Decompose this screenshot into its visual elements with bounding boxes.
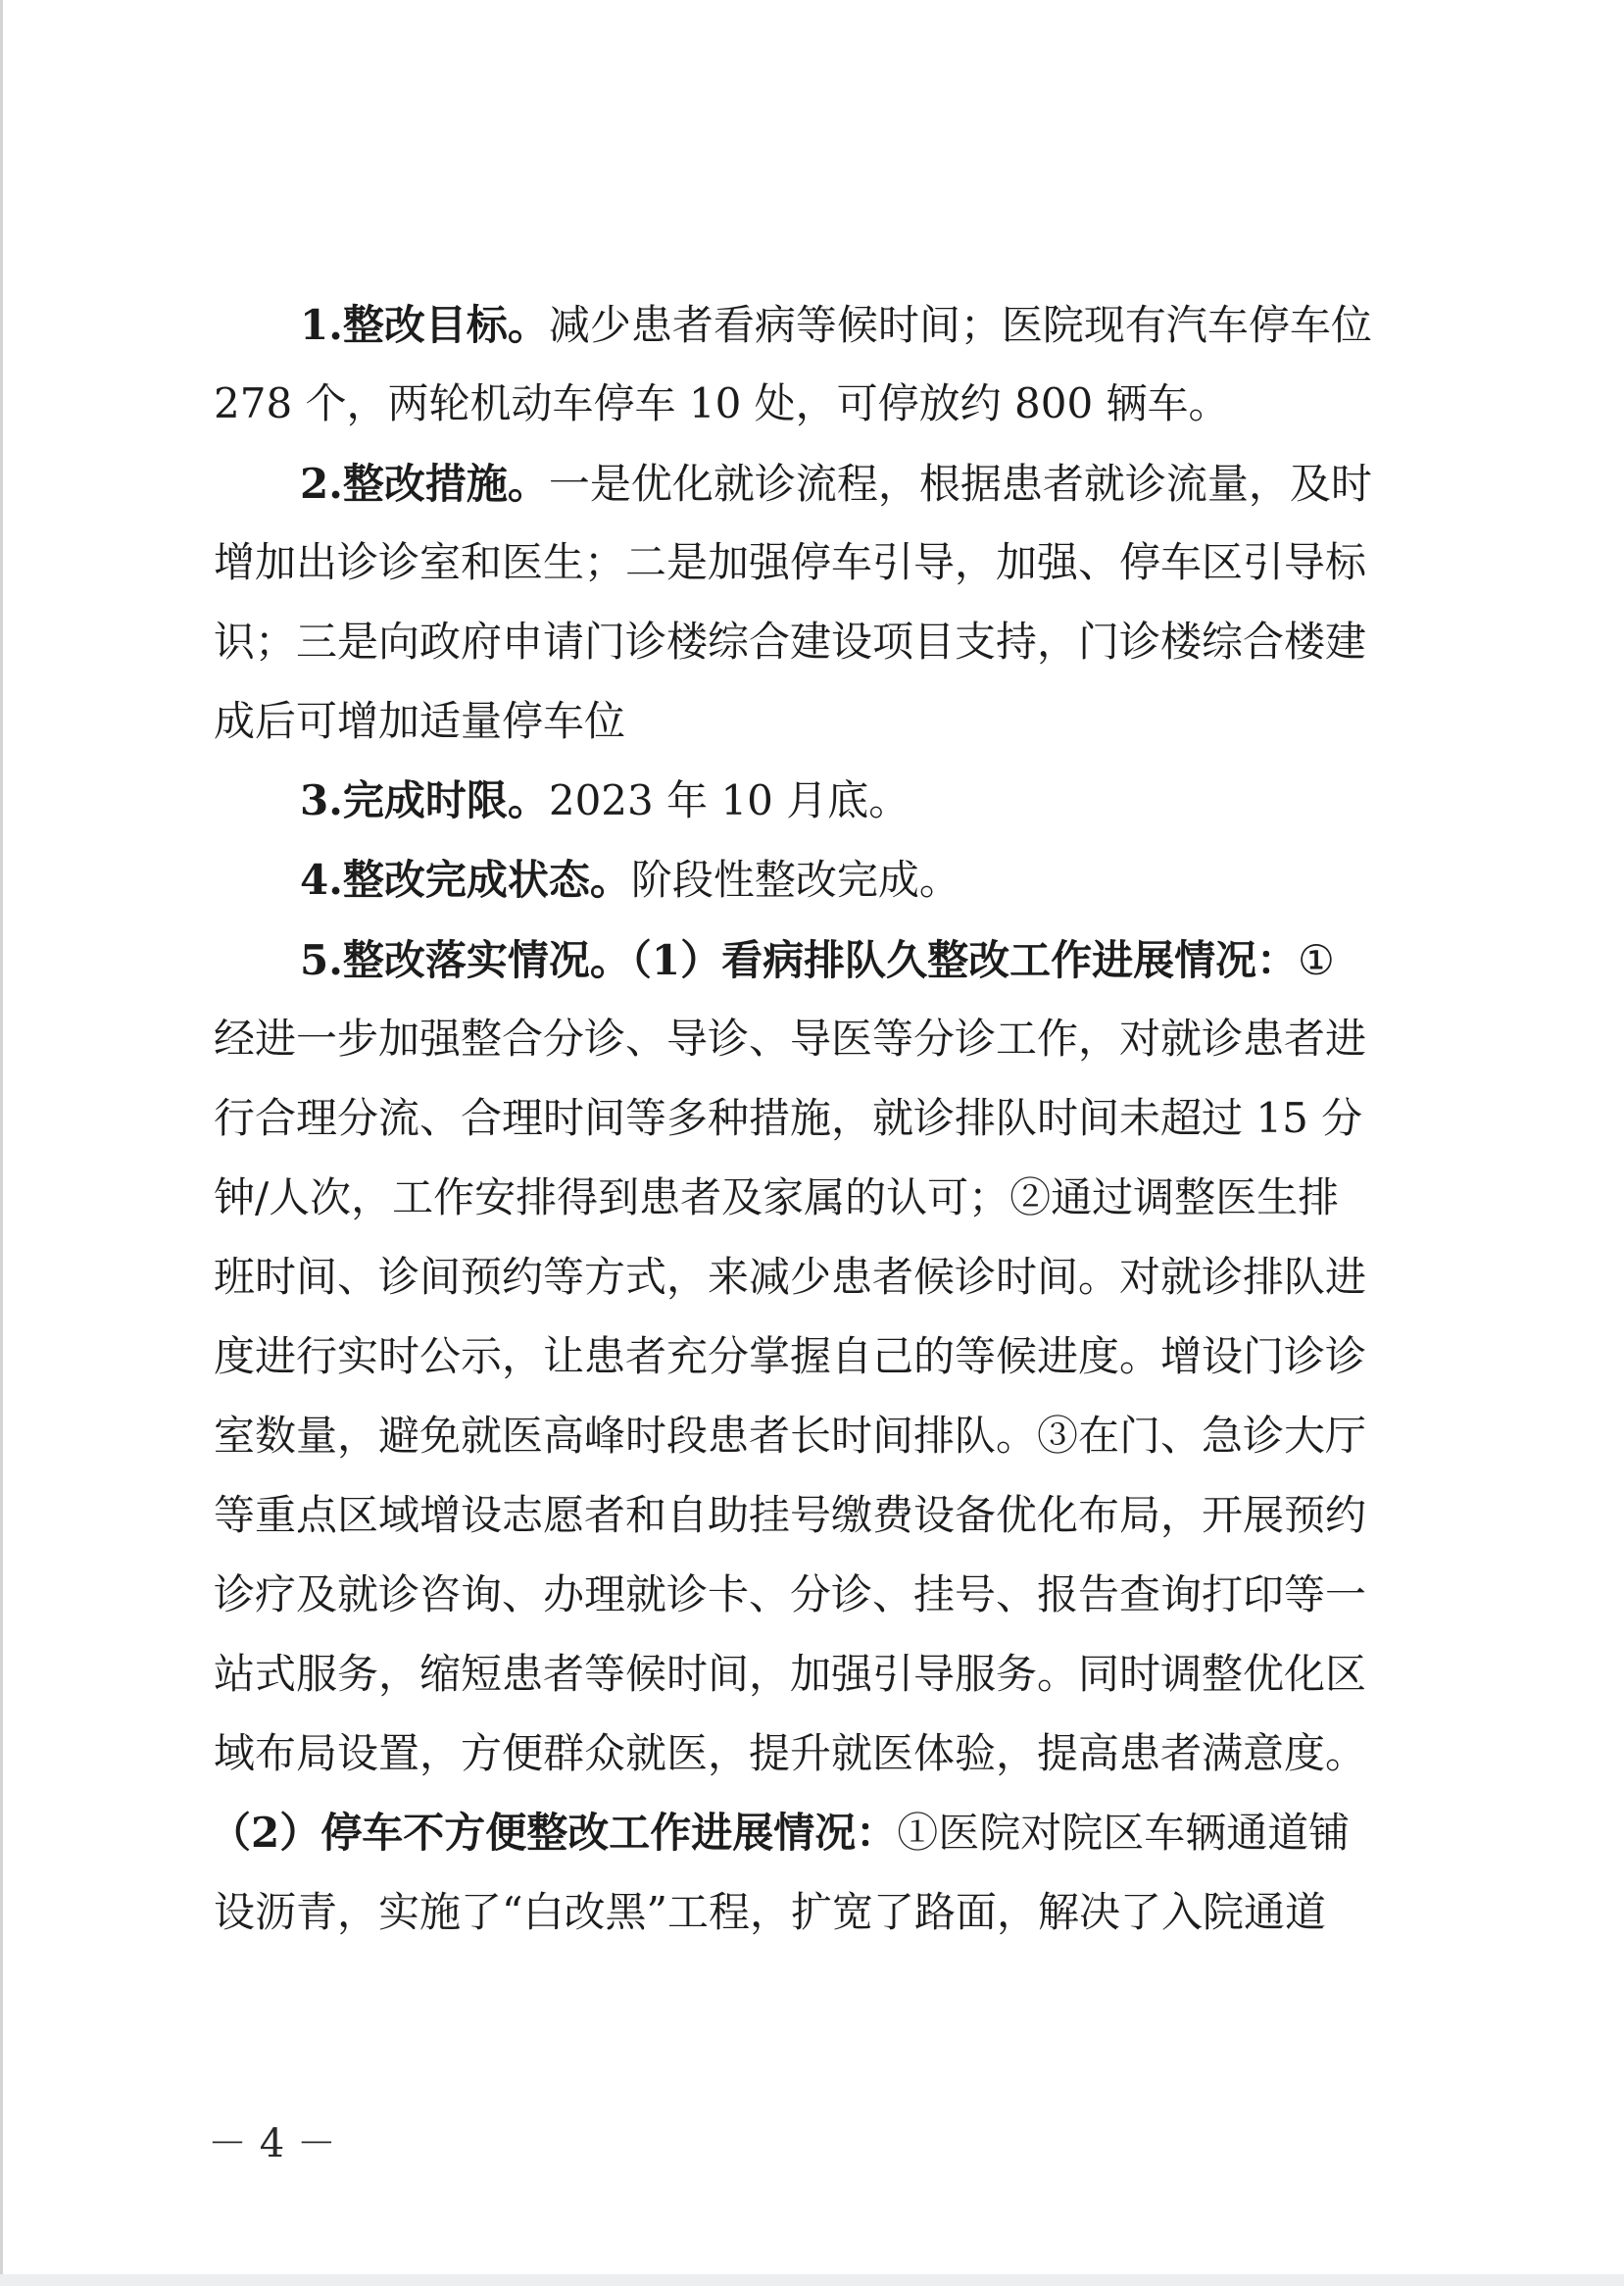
paragraph-3-line-1 <box>300 773 910 828</box>
paragraph-5-subheading-2: （2）停车不方便整改工作进展情况： <box>210 1809 898 1857</box>
paragraph-5-line-13: 设沥青，实施了“白改黑”工程，扩宽了路面，解决了入院通道 <box>214 1888 1326 1936</box>
paragraph-5-line-12 <box>210 1806 1350 1861</box>
paragraph-2-line-3: 识；三是向政府申请门诊楼综合建设项目支持，门诊楼综合楼建 <box>214 618 1367 666</box>
paragraph-5-line-10: 站式服务，缩短患者等候时间，加强引导服务。同时调整优化区 <box>214 1650 1367 1698</box>
paragraph-5-line-11: 域布局设置，方便群众就医，提升就医体验，提高患者满意度。 <box>214 1729 1367 1777</box>
paragraph-4-text: 阶段性整改完成。 <box>630 856 960 904</box>
paragraph-5-line-6: 度进行实时公示，让患者充分掌握自己的等候进度。增设门诊诊 <box>214 1332 1367 1380</box>
paragraph-1-heading: 1.整改目标。 <box>300 301 549 349</box>
paragraph-5-line-8: 等重点区域增设志愿者和自助挂号缴费设备优化布局，开展预约 <box>214 1491 1367 1539</box>
paragraph-1-text: 减少患者看病等候时间；医院现有汽车停车位 <box>548 301 1372 349</box>
paragraph-2-text: 一是优化就诊流程，根据患者就诊流量，及时 <box>548 460 1372 508</box>
paragraph-5-heading: 5.整改落实情况。（1）看病排队久整改工作进展情况： <box>300 936 1299 984</box>
paragraph-3-text: 2023 年 10 月底。 <box>548 776 910 824</box>
paragraph-4-heading: 4.整改完成状态。 <box>300 856 631 904</box>
paragraph-2-line-1 <box>300 457 1372 512</box>
page-edge-rule <box>0 0 3 2286</box>
paragraph-5-line-1 <box>300 933 1335 988</box>
paragraph-1-line-1 <box>300 298 1372 353</box>
paragraph-3-heading: 3.完成时限。 <box>300 776 549 824</box>
paragraph-5-text: ① <box>1298 936 1335 984</box>
paragraph-4-line-1 <box>300 853 960 908</box>
paragraph-5-line-4: 钟/人次，工作安排得到患者及家属的认可；②通过调整医生排 <box>214 1173 1340 1221</box>
paragraph-2-heading: 2.整改措施。 <box>300 460 549 508</box>
paragraph-5-line-9: 诊疗及就诊咨询、办理就诊卡、分诊、挂号、报告查询打印等一 <box>214 1570 1367 1618</box>
paragraph-5-line-12-text: ①医院对院区车辆通道铺 <box>897 1809 1351 1857</box>
paragraph-5-line-3: 行合理分流、合理时间等多种措施，就诊排队时间未超过 15 分 <box>214 1094 1363 1142</box>
paragraph-1-line-2: 278 个，两轮机动车停车 10 处，可停放约 800 辆车。 <box>214 379 1230 427</box>
paragraph-2-line-2: 增加出诊诊室和医生；二是加强停车引导，加强、停车区引导标 <box>214 538 1367 586</box>
page-number: － 4 － <box>208 2121 336 2166</box>
paragraph-5-line-2: 经进一步加强整合分诊、导诊、导医等分诊工作，对就诊患者进 <box>214 1015 1367 1063</box>
paragraph-5-line-7: 室数量，避免就医高峰时段患者长时间排队。③在门、急诊大厅 <box>214 1412 1367 1460</box>
scan-bottom-band <box>0 2274 1624 2286</box>
paragraph-2-line-4: 成后可增加适量停车位 <box>214 697 626 745</box>
paragraph-5-line-5: 班时间、诊间预约等方式，来减少患者候诊时间。对就诊排队进 <box>214 1253 1367 1301</box>
